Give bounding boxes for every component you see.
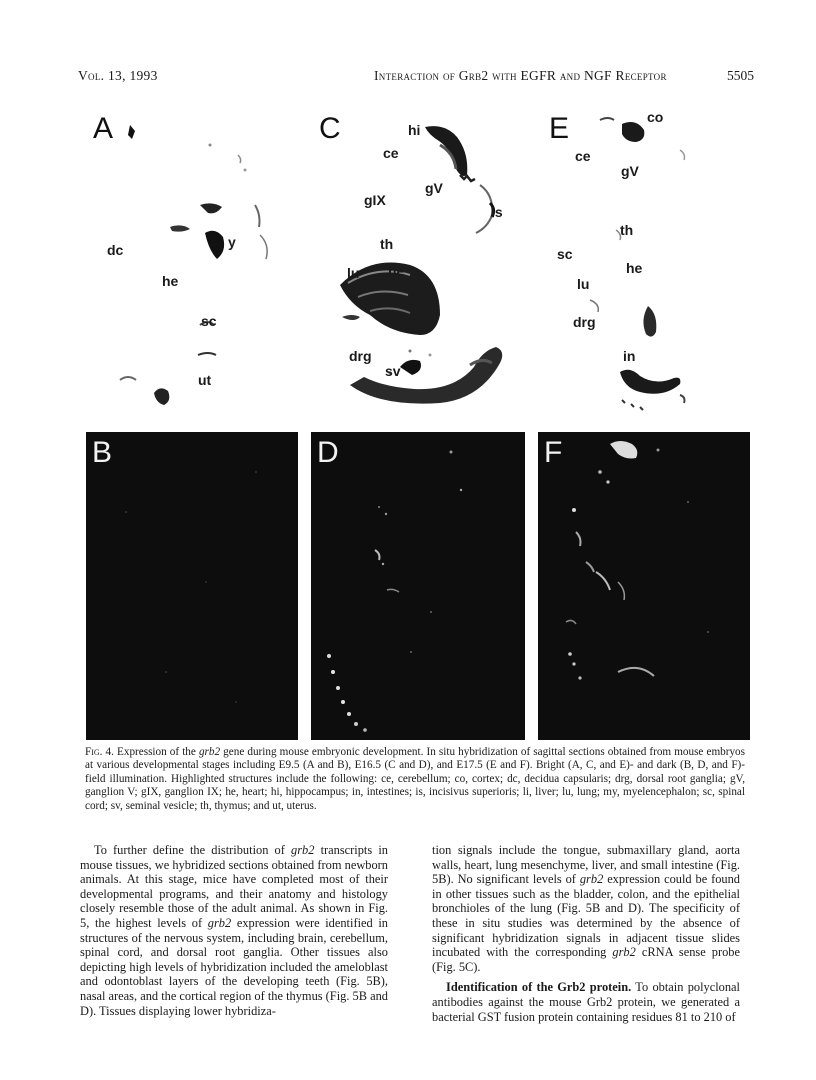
page-number: 5505 — [727, 68, 754, 83]
panel-b-darkfield-image — [86, 432, 298, 740]
label-lu-e: lu — [577, 276, 590, 292]
label-in: in — [623, 348, 636, 364]
label-is: is — [491, 204, 503, 220]
label-hi: hi — [408, 122, 421, 138]
label-sc: sc — [201, 313, 217, 329]
label-th-e: th — [620, 222, 634, 238]
label-he-e: he — [626, 260, 643, 276]
label-he: he — [162, 273, 179, 289]
panel-letter-d: D — [317, 436, 339, 469]
gene-name: grb2 — [291, 843, 315, 857]
body-column-right — [432, 843, 740, 1024]
figure-caption — [85, 746, 745, 813]
label-gv-e: gV — [621, 163, 639, 179]
running-title: Interaction of Grb2 with EGFR and NGF Receptor — [374, 68, 667, 83]
gene-name: grb2 — [612, 945, 636, 960]
body-paragraph — [80, 843, 388, 1018]
panel-letter-e: E — [549, 112, 570, 145]
panel-letter-c: C — [319, 112, 341, 145]
label-drg-e: drg — [573, 314, 596, 330]
caption-gene: grb2 — [198, 746, 221, 758]
body-column-left — [80, 843, 388, 1018]
volume-label: Vol. 13, 1993 — [78, 68, 158, 83]
panel-a-section-image — [110, 115, 300, 415]
body-paragraph — [432, 980, 740, 1024]
section-heading: Identification of the Grb2 protein. — [446, 980, 632, 995]
text-run: tion signals include the tongue, submaxillary gland, aorta walls, heart, lung mesenchyme, liver, and small intestine (Fig. 5B). No significant levels of — [432, 843, 740, 887]
caption-text-1: Expression of the — [117, 746, 196, 758]
panel-b — [86, 432, 298, 740]
label-th-c: th — [380, 236, 394, 252]
body-paragraph — [432, 843, 740, 974]
caption-label: Fig. 4. — [85, 746, 114, 758]
panel-f — [538, 432, 750, 740]
label-lu-c: lu — [347, 265, 360, 281]
panel-f-darkfield-image — [538, 432, 750, 740]
label-ce-e: ce — [575, 148, 591, 164]
text-run: To obtain polyclonal antibodies against the mouse Grb2 protein, we generated a bacterial GST fusion protein containing residues 81 to 210 of — [432, 980, 740, 1024]
label-dc: dc — [107, 242, 124, 258]
gene-name: grb2 — [207, 915, 232, 930]
label-ut: ut — [198, 372, 212, 388]
panel-d — [311, 432, 525, 740]
label-co: co — [647, 109, 664, 125]
running-header — [78, 68, 754, 88]
label-ce: ce — [383, 145, 399, 161]
gene-name: grb2 — [579, 872, 604, 887]
label-gix: gIX — [364, 192, 386, 208]
panel-d-darkfield-image — [311, 432, 525, 740]
text-run: expression were identified in structures of the nervous system, including brain, cerebellum, spinal cord, and dorsal root ganglia. Other tissues also depicting high levels of hybridization included the ameloblast and odontoblast layers of the developing teeth (Fig. 5B), nasal areas, and the cortical region of the thymus (Fig. 5B and D). Tissues displaying lower hybridiza- — [80, 915, 388, 1018]
label-sc-e: sc — [557, 246, 573, 262]
label-gv-c: gV — [425, 180, 443, 196]
text-run: To further define the distribution of — [94, 843, 285, 857]
label-y: y — [228, 234, 236, 250]
text-run: transcripts in mouse tissues, we hybridized sections obtained from newborn animals. At this stage, mice have completed most of their developmental programs, and their anatomy and histology closely resemble those of the adult animal. As shown in Fig. 5, the highest levels of — [80, 843, 388, 930]
text-run: cRNA sense probe (Fig. 5C). — [432, 945, 740, 974]
text-run: expression could be found in other tissues such as the bladder, colon, and the epithelial bronchioles of the lung (Fig. 5B and D). The specificity of these in situ studies was determined by the absence of significant hybridization signals in adjacent tissue slides incubated with the corresponding — [432, 872, 740, 960]
label-sv: sv — [385, 363, 401, 379]
caption-text-2: gene during mouse embryonic development. In situ hybridization of sagittal sections obtained from mouse embryos at various developmental stages including E9.5 (A and B), E16.5 (C and D), and E17.5 (E and F). Bright (A, C, and E)- and dark (B, D, and F)-field illumination. Highlighted structures include the following: ce, cerebellum; co, cortex; dc, decidua capsularis; drg, dorsal root ganglia; gV, ganglion V; gIX, ganglion IX; he, heart; hi, hippocampus; in, intestines; is, incisivus superioris; li, liver; lu, lung; my, myelencephalon; sc, spinal cord; sv, seminal vesicle; th, thymus; and ut, uterus. — [85, 746, 746, 812]
label-drg-c: drg — [349, 348, 372, 364]
panel-letter-a: A — [93, 112, 114, 145]
panel-letter-f: F — [544, 436, 563, 469]
label-he-c: he — [388, 263, 405, 279]
panel-c-section-image — [330, 115, 530, 420]
panel-letter-b: B — [92, 436, 113, 469]
